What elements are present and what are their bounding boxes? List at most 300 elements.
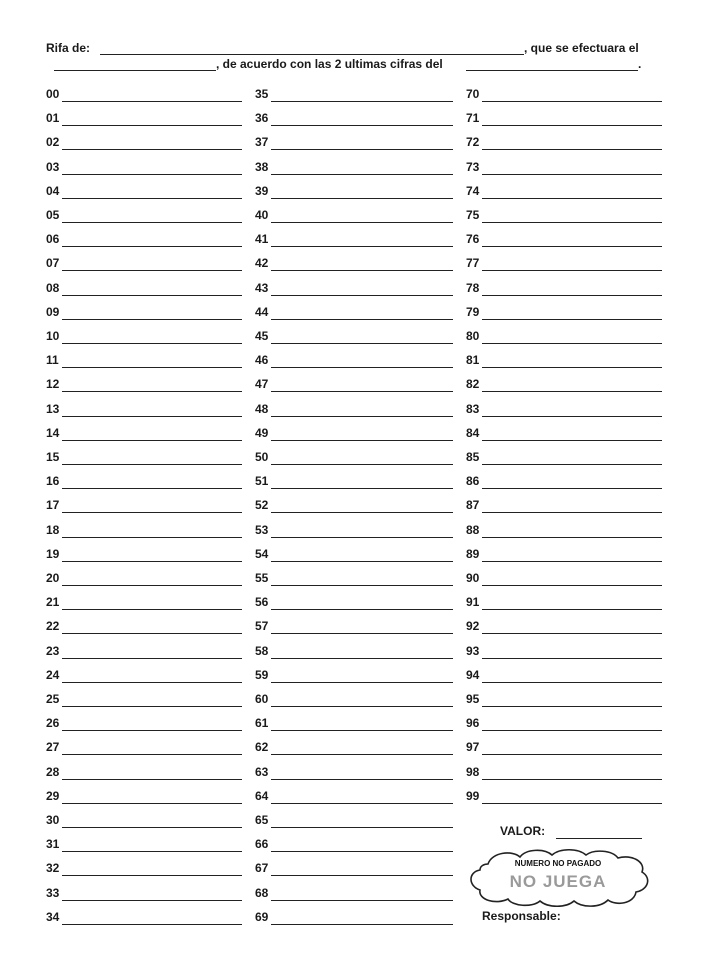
raffle-entry-row [255, 737, 453, 757]
entry-number: 70 [466, 87, 480, 101]
entry-name-field[interactable] [482, 658, 662, 659]
entry-name-field[interactable] [62, 537, 242, 538]
raffle-entry-row [46, 834, 242, 854]
entry-name-field[interactable] [482, 633, 662, 634]
entry-number: 39 [255, 183, 269, 198]
raffle-entry-row [46, 810, 242, 830]
entry-number: 10 [46, 329, 60, 343]
entry-number: 78 [466, 280, 480, 295]
raffle-entry-row [255, 157, 453, 177]
entry-name-field[interactable] [62, 222, 242, 223]
entry-number: 32 [46, 861, 60, 876]
entry-name-field[interactable] [482, 585, 662, 586]
entry-name-field[interactable] [271, 585, 453, 586]
entry-number: 53 [255, 522, 269, 537]
raffle-entry-row [46, 108, 242, 128]
entry-name-field[interactable] [271, 754, 453, 755]
entry-number: 12 [46, 377, 60, 392]
raffle-entry-row [466, 350, 662, 370]
entry-number: 21 [46, 595, 60, 610]
entry-name-field[interactable] [62, 827, 242, 828]
raffle-entry-row [46, 132, 242, 152]
entry-name-field[interactable] [62, 198, 242, 199]
entry-number: 27 [46, 740, 60, 755]
entry-number: 82 [466, 377, 480, 392]
entry-number: 94 [466, 667, 480, 682]
raffle-entry-row [46, 374, 242, 394]
entry-name-field[interactable] [271, 779, 453, 780]
valor-label: VALOR: [500, 824, 546, 838]
raffle-entry-row [46, 399, 242, 419]
raffle-entry-row [46, 786, 242, 806]
entry-name-field[interactable] [482, 222, 662, 223]
raffle-entry-row [466, 447, 662, 467]
raffle-entry-row [255, 108, 453, 128]
entry-name-field[interactable] [62, 875, 242, 876]
rifa-label: Rifa de: [46, 41, 91, 55]
entry-name-field[interactable] [482, 682, 662, 683]
raffle-entry-row [466, 253, 662, 273]
entry-name-field[interactable] [62, 125, 242, 126]
raffle-entry-row [255, 834, 453, 854]
entry-number: 88 [466, 522, 480, 537]
entry-name-field[interactable] [271, 851, 453, 852]
raffle-entry-row [255, 810, 453, 830]
entry-name-field[interactable] [271, 561, 453, 562]
entry-name-field[interactable] [482, 488, 662, 489]
entry-number: 81 [466, 353, 480, 368]
entry-number: 76 [466, 232, 480, 247]
entry-name-field[interactable] [62, 561, 242, 562]
raffle-entry-row [466, 471, 662, 491]
entry-number: 95 [466, 692, 480, 706]
raffle-entry-row [255, 326, 453, 346]
entry-number: 48 [255, 401, 269, 416]
raffle-entry-row [46, 423, 242, 443]
entry-name-field[interactable] [271, 367, 453, 368]
entry-name-field[interactable] [482, 343, 662, 344]
stamp-title: NO JUEGA [509, 872, 607, 891]
entry-number: 79 [466, 304, 480, 319]
entry-number: 85 [466, 450, 480, 464]
raffle-entry-row [255, 423, 453, 443]
raffle-entry-row [466, 616, 662, 636]
entry-name-field[interactable] [271, 488, 453, 489]
entry-name-field[interactable] [271, 149, 453, 150]
entry-number: 98 [466, 764, 480, 779]
entry-name-field[interactable] [62, 754, 242, 755]
entry-number: 51 [255, 474, 269, 489]
entry-name-field[interactable] [482, 779, 662, 780]
raffle-entry-row [466, 641, 662, 661]
entry-name-field[interactable] [482, 609, 662, 610]
entry-number: 59 [255, 667, 269, 682]
raffle-entry-row [466, 689, 662, 709]
entry-name-field[interactable] [271, 537, 453, 538]
entry-name-field[interactable] [482, 149, 662, 150]
entry-name-field[interactable] [482, 246, 662, 247]
raffle-entry-row [46, 858, 242, 878]
entry-number: 72 [466, 135, 480, 150]
lottery-field[interactable] [466, 70, 638, 71]
raffle-entry-row [46, 544, 242, 564]
entry-number: 97 [466, 740, 480, 755]
raffle-entry-row [255, 520, 453, 540]
entry-number: 91 [466, 595, 480, 610]
raffle-entry-row [255, 132, 453, 152]
entry-number: 66 [255, 837, 269, 852]
entry-number: 89 [466, 546, 480, 561]
raffle-entry-row [255, 253, 453, 273]
entry-name-field[interactable] [482, 561, 662, 562]
entry-name-field[interactable] [482, 537, 662, 538]
raffle-entry-row [255, 84, 453, 104]
raffle-entry-row [46, 737, 242, 757]
raffle-entry-row [466, 278, 662, 298]
entry-number: 96 [466, 716, 480, 731]
raffle-entry-row [466, 495, 662, 515]
entry-name-field[interactable] [271, 609, 453, 610]
raffle-entry-row [466, 205, 662, 225]
entry-name-field[interactable] [271, 633, 453, 634]
entry-name-field[interactable] [62, 585, 242, 586]
raffle-entry-row [255, 229, 453, 249]
entry-name-field[interactable] [62, 440, 242, 441]
entry-number: 03 [46, 159, 60, 174]
raffle-entry-row [466, 737, 662, 757]
entry-name-field[interactable] [271, 198, 453, 199]
entry-number: 90 [466, 571, 480, 585]
raffle-entry-row [466, 786, 662, 806]
entry-name-field[interactable] [482, 319, 662, 320]
entry-number: 24 [46, 667, 60, 682]
entry-name-field[interactable] [271, 512, 453, 513]
entry-number: 20 [46, 571, 60, 585]
entry-number: 26 [46, 716, 60, 731]
entry-number: 06 [46, 232, 60, 247]
entry-number: 64 [255, 788, 269, 803]
raffle-entry-row [46, 713, 242, 733]
responsable-label: Responsable: [482, 909, 561, 923]
entry-number: 38 [255, 159, 269, 174]
entry-number: 09 [46, 304, 60, 319]
entry-number: 28 [46, 764, 60, 779]
entry-name-field[interactable] [271, 875, 453, 876]
entry-number: 37 [255, 135, 269, 150]
entry-name-field[interactable] [62, 101, 242, 102]
entry-number: 50 [255, 450, 269, 464]
raffle-entry-row [255, 350, 453, 370]
entry-name-field[interactable] [482, 440, 662, 441]
entry-name-field[interactable] [62, 633, 242, 634]
entry-name-field[interactable] [62, 319, 242, 320]
raffle-entry-row [255, 689, 453, 709]
entry-number: 29 [46, 788, 60, 803]
entry-name-field[interactable] [271, 803, 453, 804]
entry-name-field[interactable] [62, 682, 242, 683]
entry-number: 87 [466, 498, 480, 513]
entry-number: 57 [255, 619, 269, 634]
raffle-entry-row [46, 447, 242, 467]
raffle-entry-row [466, 302, 662, 322]
entry-name-field[interactable] [62, 149, 242, 150]
entry-number: 31 [46, 837, 60, 852]
entry-number: 19 [46, 546, 60, 561]
entry-number: 62 [255, 740, 269, 755]
entry-name-field[interactable] [271, 464, 453, 465]
entry-name-field[interactable] [271, 682, 453, 683]
entry-name-field[interactable] [62, 270, 242, 271]
raffle-entry-row [255, 713, 453, 733]
raffle-entry-row [466, 592, 662, 612]
raffle-entry-row [255, 278, 453, 298]
raffle-entry-row [466, 108, 662, 128]
entry-name-field[interactable] [482, 367, 662, 368]
raffle-entry-row [46, 350, 242, 370]
raffle-entry-row [466, 762, 662, 782]
entry-name-field[interactable] [271, 246, 453, 247]
entry-number: 80 [466, 329, 480, 343]
entry-name-field[interactable] [482, 125, 662, 126]
raffle-entry-row [46, 665, 242, 685]
entry-number: 43 [255, 280, 269, 295]
raffle-entry-row [255, 399, 453, 419]
raffle-entry-row [46, 302, 242, 322]
raffle-entry-row [255, 641, 453, 661]
entry-number: 56 [255, 595, 269, 610]
stamp-caption: NUMERO NO PAGADO [514, 859, 602, 868]
raffle-entry-row [46, 326, 242, 346]
entry-number: 42 [255, 256, 269, 271]
entry-name-field[interactable] [482, 270, 662, 271]
entry-number: 60 [255, 692, 269, 706]
raffle-entry-row [46, 762, 242, 782]
entry-name-field[interactable] [62, 779, 242, 780]
raffle-entry-row [46, 278, 242, 298]
entry-number: 74 [466, 183, 480, 198]
entry-name-field[interactable] [271, 440, 453, 441]
entry-number: 73 [466, 159, 480, 174]
raffle-entry-row [255, 762, 453, 782]
entry-number: 04 [46, 183, 60, 198]
entry-number: 41 [255, 232, 269, 247]
entry-name-field[interactable] [482, 730, 662, 731]
entry-number: 22 [46, 619, 60, 634]
raffle-entry-row [46, 689, 242, 709]
entry-number: 49 [255, 425, 269, 440]
date-field[interactable] [54, 70, 216, 71]
entry-name-field[interactable] [62, 464, 242, 465]
raffle-entry-row [255, 665, 453, 685]
entry-name-field[interactable] [271, 343, 453, 344]
entry-number: 08 [46, 280, 60, 295]
entry-name-field[interactable] [482, 101, 662, 102]
entry-name-field[interactable] [62, 367, 242, 368]
entry-number: 44 [255, 304, 269, 319]
entry-number: 61 [255, 716, 269, 731]
raffle-entry-row [255, 302, 453, 322]
entry-number: 33 [46, 885, 60, 900]
entry-name-field[interactable] [271, 416, 453, 417]
entry-number: 99 [466, 788, 480, 803]
entry-number: 30 [46, 813, 60, 827]
raffle-entry-row [46, 568, 242, 588]
entry-name-field[interactable] [271, 174, 453, 175]
entry-name-field[interactable] [62, 174, 242, 175]
raffle-entry-row [255, 592, 453, 612]
entry-number: 77 [466, 256, 480, 271]
entry-name-field[interactable] [62, 706, 242, 707]
entry-name-field[interactable] [271, 391, 453, 392]
raffle-entry-row [46, 907, 242, 927]
entry-name-field[interactable] [271, 222, 453, 223]
raffle-entry-row [466, 399, 662, 419]
entry-name-field[interactable] [271, 730, 453, 731]
entry-number: 69 [255, 909, 269, 924]
entry-number: 93 [466, 643, 480, 658]
entry-name-field[interactable] [482, 391, 662, 392]
raffle-entry-row [466, 665, 662, 685]
entry-number: 16 [46, 474, 60, 489]
raffle-entry-row [466, 132, 662, 152]
raffle-entry-row [255, 181, 453, 201]
raffle-entry-row [466, 326, 662, 346]
entry-name-field[interactable] [271, 827, 453, 828]
raffle-entry-row [255, 616, 453, 636]
entry-number: 52 [255, 498, 269, 513]
entry-number: 47 [255, 377, 269, 392]
entry-name-field[interactable] [482, 174, 662, 175]
raffle-entry-row [466, 229, 662, 249]
entry-number: 35 [255, 87, 269, 101]
raffle-entry-row [46, 495, 242, 515]
raffle-entry-row [255, 544, 453, 564]
entry-name-field[interactable] [271, 101, 453, 102]
raffle-entry-row [255, 374, 453, 394]
entry-number: 36 [255, 111, 269, 126]
entry-name-field[interactable] [271, 924, 453, 925]
raffle-entry-row [255, 786, 453, 806]
raffle-entry-row [46, 253, 242, 273]
raffle-entry-row [46, 641, 242, 661]
entry-name-field[interactable] [482, 754, 662, 755]
entry-name-field[interactable] [62, 512, 242, 513]
entry-name-field[interactable] [62, 900, 242, 901]
entry-number: 65 [255, 813, 269, 827]
entry-name-field[interactable] [62, 343, 242, 344]
raffle-entry-row [255, 858, 453, 878]
entry-number: 84 [466, 425, 480, 440]
entry-number: 58 [255, 643, 269, 658]
entry-number: 40 [255, 208, 269, 222]
entry-number: 23 [46, 643, 60, 658]
entry-name-field[interactable] [271, 125, 453, 126]
entry-name-field[interactable] [62, 730, 242, 731]
raffle-entry-row [255, 205, 453, 225]
raffle-entry-row [255, 447, 453, 467]
raffle-entry-row [466, 157, 662, 177]
entry-number: 67 [255, 861, 269, 876]
entry-name-field[interactable] [62, 295, 242, 296]
entry-number: 55 [255, 571, 269, 585]
raffle-entry-row [255, 907, 453, 927]
raffle-entry-row [46, 592, 242, 612]
raffle-entry-row [466, 544, 662, 564]
efectuara-text: , que se efectuara el [524, 41, 639, 55]
entry-name-field[interactable] [271, 295, 453, 296]
entry-name-field[interactable] [482, 198, 662, 199]
entry-number: 02 [46, 135, 60, 150]
raffle-entry-row [46, 229, 242, 249]
raffle-entry-row [255, 471, 453, 491]
entry-name-field[interactable] [271, 319, 453, 320]
raffle-entry-row [46, 181, 242, 201]
entry-number: 34 [46, 909, 60, 924]
end-period: . [638, 57, 642, 71]
entry-name-field[interactable] [62, 488, 242, 489]
entry-number: 46 [255, 353, 269, 368]
raffle-entry-row [46, 520, 242, 540]
raffle-entry-row [466, 520, 662, 540]
raffle-entry-row [466, 423, 662, 443]
raffle-entry-row [255, 495, 453, 515]
entry-name-field[interactable] [271, 900, 453, 901]
entry-name-field[interactable] [62, 924, 242, 925]
entry-name-field[interactable] [62, 416, 242, 417]
entry-number: 05 [46, 208, 60, 222]
acuerdo-text: , de acuerdo con las 2 ultimas cifras del [216, 57, 443, 71]
raffle-entry-row [255, 883, 453, 903]
entry-name-field[interactable] [62, 609, 242, 610]
rifa-name-field[interactable] [100, 54, 524, 55]
entry-number: 25 [46, 692, 60, 706]
entry-number: 14 [46, 425, 60, 440]
raffle-entry-row [46, 205, 242, 225]
entry-number: 17 [46, 498, 60, 513]
entry-name-field[interactable] [62, 658, 242, 659]
entry-number: 63 [255, 764, 269, 779]
valor-field[interactable] [556, 838, 642, 839]
raffle-entry-row [255, 568, 453, 588]
raffle-entry-row [46, 84, 242, 104]
entry-number: 11 [46, 353, 59, 368]
entry-number: 07 [46, 256, 60, 271]
entry-name-field[interactable] [482, 706, 662, 707]
entry-number: 00 [46, 87, 60, 101]
entry-number: 83 [466, 401, 480, 416]
entry-name-field[interactable] [482, 464, 662, 465]
entry-name-field[interactable] [271, 706, 453, 707]
entry-name-field[interactable] [482, 803, 662, 804]
entry-name-field[interactable] [62, 803, 242, 804]
entry-name-field[interactable] [62, 246, 242, 247]
entry-number: 92 [466, 619, 480, 634]
entry-number: 45 [255, 329, 269, 343]
entry-name-field[interactable] [62, 851, 242, 852]
entry-number: 54 [255, 546, 269, 561]
entry-number: 68 [255, 885, 269, 900]
entry-name-field[interactable] [482, 295, 662, 296]
raffle-entry-row [46, 157, 242, 177]
entry-number: 18 [46, 522, 60, 537]
entry-name-field[interactable] [62, 391, 242, 392]
entry-name-field[interactable] [482, 416, 662, 417]
entry-name-field[interactable] [271, 270, 453, 271]
entry-name-field[interactable] [271, 658, 453, 659]
entry-number: 01 [46, 111, 60, 126]
entry-name-field[interactable] [482, 512, 662, 513]
raffle-entry-row [466, 713, 662, 733]
